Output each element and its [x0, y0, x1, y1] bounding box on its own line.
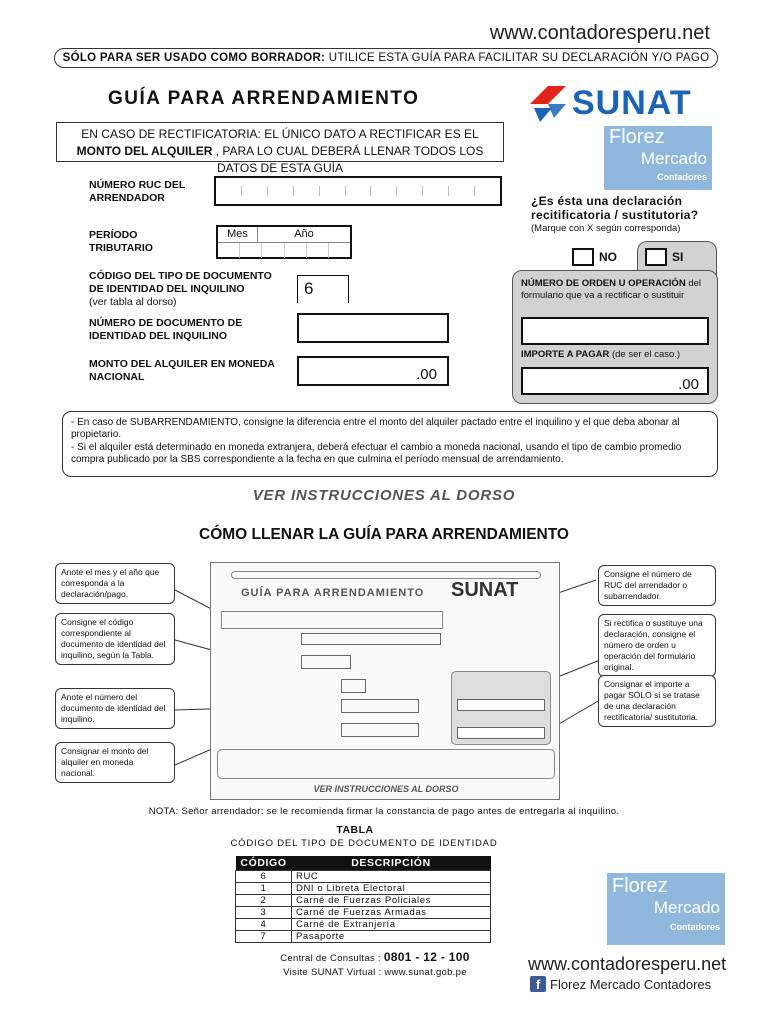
mini-pay — [457, 727, 545, 739]
document-codes-table — [235, 856, 491, 943]
como-llenar-title: CÓMO LLENAR LA GUÍA PARA ARRENDAMIENTO — [199, 526, 569, 543]
central-consultas — [250, 950, 500, 980]
order-label-bold: NÚMERO DE ORDEN U OPERACIÓN — [521, 278, 686, 289]
central-label: Central de Consultas : — [280, 953, 384, 964]
tabla-subtitle: CÓDIGO DEL TIPO DE DOCUMENTO DE IDENTIDAD — [230, 838, 498, 849]
period-label: PERÍODO TRIBUTARIO — [89, 229, 153, 254]
rect-part2: , PARA LO CUAL DEBERÁ LLENAR TODOS LOS DATOS DE ESTA GUÍA — [212, 144, 484, 175]
watermark-line3: Contadores — [656, 172, 707, 182]
rect-part1: EN CASO DE RECTIFICATORIA: EL ÚNICO DATO A RECTIFICAR ES EL — [81, 127, 479, 141]
ruc-label: NÚMERO RUC DEL ARRENDADOR — [89, 179, 186, 204]
mini-order — [457, 699, 545, 711]
rect-bold: MONTO DEL ALQUILER — [76, 144, 213, 158]
watermark-b-line1: Florez — [612, 875, 668, 897]
mini-amount — [341, 723, 419, 737]
table-row — [236, 895, 491, 907]
table-row — [236, 907, 491, 919]
note-subarrendamiento: - En caso de SUBARRENDAMIENTO, consigne la diferencia entre el monto del alquiler pactado entre el inquilino y el que deba abonar al propietario. — [71, 417, 680, 440]
table-header-codigo: CÓDIGO — [236, 856, 292, 871]
table-row — [236, 931, 491, 943]
page-title: GUÍA PARA ARRENDAMIENTO — [108, 88, 420, 109]
mini-banner — [231, 571, 541, 579]
doc-number-label: NÚMERO DE DOCUMENTO DE IDENTIDAD DEL INQUILINO — [89, 317, 243, 342]
period-month-header: Mes — [218, 227, 258, 242]
mini-form-illustration — [210, 562, 560, 800]
mini-period — [301, 655, 351, 669]
florez-watermark-bottom — [607, 873, 725, 945]
code-cell: 3 — [236, 907, 292, 919]
central-number: 0801 - 12 - 100 — [383, 950, 470, 964]
mini-doctype — [341, 679, 366, 693]
desc-cell: DNI o Libreta Electoral — [292, 883, 491, 895]
watermark-line1: Florez — [609, 126, 665, 148]
note-moneda-extranjera: - Si el alquiler está determinado en moneda extranjera, deberá efectuar el cambio a moneda nacional, usando el tipo de cambio promedio compra publicado por la SBS correspondiente a la fecha en que culmina el período mensual de arrendamiento. — [71, 442, 682, 465]
callout-numero-doc: Anote el número del documento de identidad del inquilino. — [55, 688, 175, 729]
callout-monto: Consignar el monto del alquiler en moneda nacional. — [55, 742, 175, 783]
callout-importe: Consignar el importe a pagar SÓLO si se tratase de una declaración rectificatoria/ sustitutoria. — [598, 675, 716, 727]
mini-sunat: SUNAT — [451, 579, 519, 601]
order-label-rest: del formulario que va a rectificar o sustituir — [521, 278, 702, 301]
table-row — [236, 883, 491, 895]
sunat-logo-text: SUNAT — [572, 84, 692, 122]
pay-label-bold: IMPORTE A PAGAR — [521, 349, 610, 360]
code-cell: 2 — [236, 895, 292, 907]
desc-cell: Carné de Extranjería — [292, 919, 491, 931]
mini-ver: VER INSTRUCCIONES AL DORSO — [313, 784, 459, 794]
code-cell: 6 — [236, 871, 292, 883]
amount-cents: .00 — [416, 366, 437, 383]
table-row — [236, 871, 491, 883]
visite-sunat: Visite SUNAT Virtual : www.sunat.gob.pe — [283, 967, 467, 978]
table-header-descripcion: DESCRIPCIÓN — [292, 856, 491, 871]
callout-periodo: Anote el mes y el año que corresponda a la declaración/pago. — [55, 563, 175, 604]
mini-notes — [217, 749, 555, 779]
si-label: SI — [672, 250, 684, 264]
pay-cents: .00 — [678, 376, 699, 393]
facebook-label: Florez Mercado Contadores — [550, 976, 712, 992]
site-url-top[interactable]: www.contadoresperu.net — [489, 22, 710, 44]
doc-type-hint: (ver tabla al dorso) — [89, 296, 177, 308]
mini-title: GUÍA PARA ARRENDAMIENTO — [241, 587, 425, 599]
facebook-link[interactable] — [530, 976, 711, 992]
watermark-line2: Mercado — [640, 149, 707, 168]
code-cell: 7 — [236, 931, 292, 943]
site-url-bottom[interactable]: www.contadoresperu.net — [528, 954, 727, 974]
banner-rest: UTILICE ESTA GUÍA PARA FACILITAR SU DECLARACIÓN Y/O PAGO — [325, 52, 710, 64]
code-cell: 4 — [236, 919, 292, 931]
callout-codigo: Consigne el código correspondiente al documento de identidad del inquilino, según la Tabla. — [55, 613, 175, 665]
desc-cell: Carné de Fuerzas Policiales — [292, 895, 491, 907]
mini-ruc — [301, 633, 441, 645]
banner-bold: SÓLO PARA SER USADO COMO BORRADOR: — [62, 52, 326, 64]
no-label: NO — [599, 250, 617, 264]
tabla-title: TABLA — [336, 824, 374, 836]
rectify-question: ¿Es ésta una declaración recitificatoria / sustitutoria? — [531, 194, 699, 222]
nota-arrendador: NOTA: Señor arrendador: se le recomienda firmar la constancia de pago antes de entregarla al inquilino. — [148, 806, 620, 817]
doc-type-label-text: CÓDIGO DEL TIPO DE DOCUMENTO DE IDENTIDAD DEL INQUILINO — [89, 270, 272, 295]
amount-label: MONTO DEL ALQUILER EN MONEDA NACIONAL — [89, 358, 275, 383]
period-year-header: Año — [294, 228, 314, 240]
ver-instrucciones: VER INSTRUCCIONES AL DORSO — [252, 487, 516, 504]
watermark-b-line2: Mercado — [653, 898, 720, 917]
desc-cell: RUC — [292, 871, 491, 883]
callout-rectifica: Si rectifica o sustituye una declaración, consigne el número de orden u operación del formulario original. — [598, 614, 716, 677]
desc-cell: Pasaporte — [292, 931, 491, 943]
mini-rect-box — [221, 611, 443, 629]
desc-cell: Carné de Fuerzas Armadas — [292, 907, 491, 919]
watermark-b-line3: Contadores — [669, 922, 720, 932]
table-row — [236, 919, 491, 931]
pay-label-rest: (de ser el caso.) — [609, 349, 681, 360]
callout-ruc: Consigne el número de RUC del arrendador o subarrendador. — [598, 565, 716, 606]
doc-type-value: 6 — [304, 279, 314, 298]
rectify-hint: (Marque con X según corresponda) — [531, 223, 681, 234]
facebook-icon: f — [530, 976, 546, 992]
mini-docnum — [341, 699, 419, 713]
code-cell: 1 — [236, 883, 292, 895]
